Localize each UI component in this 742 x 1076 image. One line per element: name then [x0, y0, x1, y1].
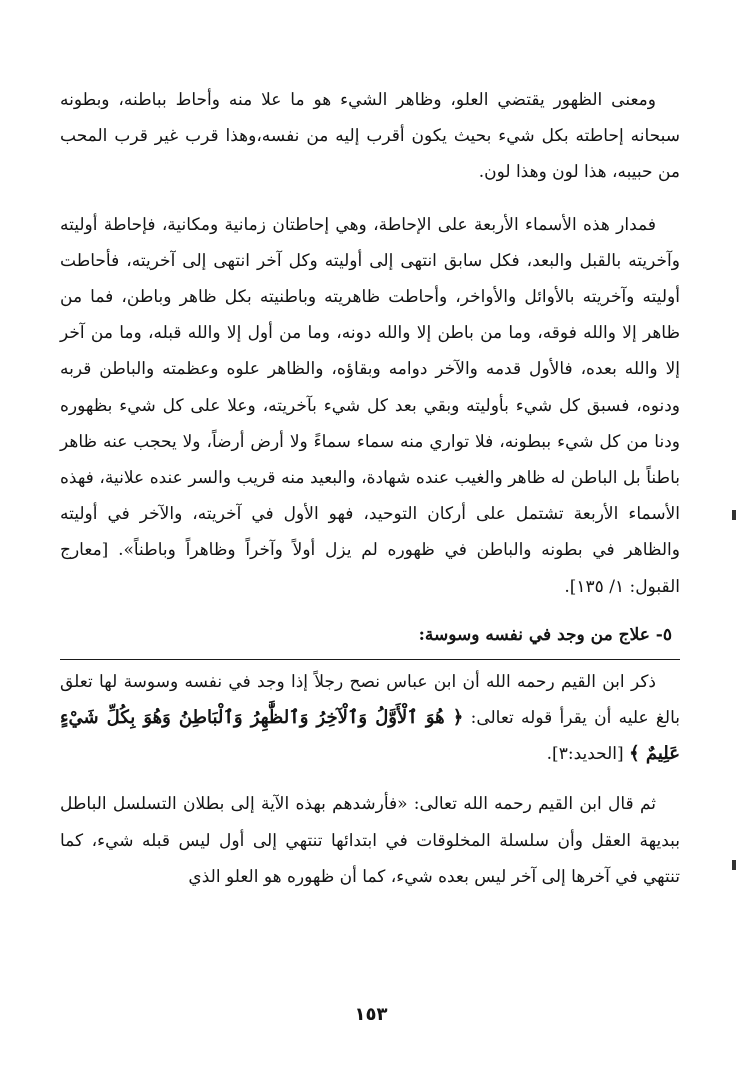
section-heading: ٥- علاج من وجد في نفسه وسوسة:	[418, 624, 672, 645]
page-content	[60, 82, 680, 895]
scan-edge-mark	[732, 510, 736, 520]
scan-edge-mark	[732, 860, 736, 870]
paragraph-four-names-encompassment: فمدار هذه الأسماء الأربعة على الإحاطة، وهي إحاطتان زمانية ومكانية، فإحاطة أوليته وآخريته بالقبل والبعد، فكل سابق انتهى إلى أوليته وكل آخر انتهى إلى آخريته، فأحاطت أوليته وآخريته بالأوائل والأواخر، وأحاطت ظاهريته وباطنيته بكل ظاهر وباطن، فما من ظاهر إلا والله فوقه، وما من باطن إلا والله دونه، وما من أول إلا والله قبله، وما من آخر إلا والله بعده، فالأول قدمه والآخر دوامه وبقاؤه، والظاهر علوه وعظمته والباطن قربه ودنوه، فسبق كل شيء بأوليته وبقي بعد كل شيء بآخريته، وعلا على كل شيء بظهوره ودنا من كل شيء ببطونه، فلا تواري منه سماء سماءً ولا أرض أرضاً، ولا يحجب عنه ظاهر باطناً بل الباطن له ظاهر والغيب عنده شهادة، والبعيد منه قريب والسر عنده علانية، فهذه الأسماء الأربعة تشتمل على أركان التوحيد، فهو الأول في آخريته، والآخر في أوليته والظاهر في بطونه والباطن في ظهوره لم يزل أولاً وآخراً وظاهراً وباطناً». [معارج القبول: ١/ ١٣٥].	[60, 214, 680, 597]
quran-verse: ﴿ هُوَ ٱلْأَوَّلُ وَٱلْآخِرُ وَٱلظَّٰهِرُ وَٱلْبَاطِنُ وَهُوَ بِكُلِّ شَيْءٍ عَلِيمٌ ﴾	[60, 707, 680, 765]
page-number: ١٥٣	[354, 1004, 388, 1025]
paragraph-lead-text: ذكر ابن القيم رحمه الله أن ابن عباس نصح رجلاً إذا وجد في نفسه وسوسة لها تعلق بالغ عليه أن يقرأ قوله تعالى:	[60, 671, 680, 729]
verse-citation: [الحديد:٣].	[546, 744, 630, 765]
paragraph-meaning-of-manifestation: ومعنى الظهور يقتضي العلو، وظاهر الشيء هو ما علا منه وأحاط بباطنه، وبطونه سبحانه إحاطته بكل شيء بحيث يكون أقرب إليه من نفسه،وهذا قرب غير قرب المحب من حبيبه، هذا لون وهذا لون.	[60, 90, 680, 183]
paragraph-ibn-qayyim-quote: ثم قال ابن القيم رحمه الله تعالى: «فأرشدهم بهذه الآية إلى بطلان التسلسل الباطل ببديهة العقل وأن سلسلة المخلوقات في ابتدائها تنتهي إلى أول ليس قبله شيء، كما تنتهي في آخرها إلى آخر ليس بعده شيء، كما أن ظهوره هو العلو الذي	[60, 794, 680, 887]
paragraph-ibn-abbas-advice	[60, 664, 680, 773]
divider	[60, 659, 680, 660]
